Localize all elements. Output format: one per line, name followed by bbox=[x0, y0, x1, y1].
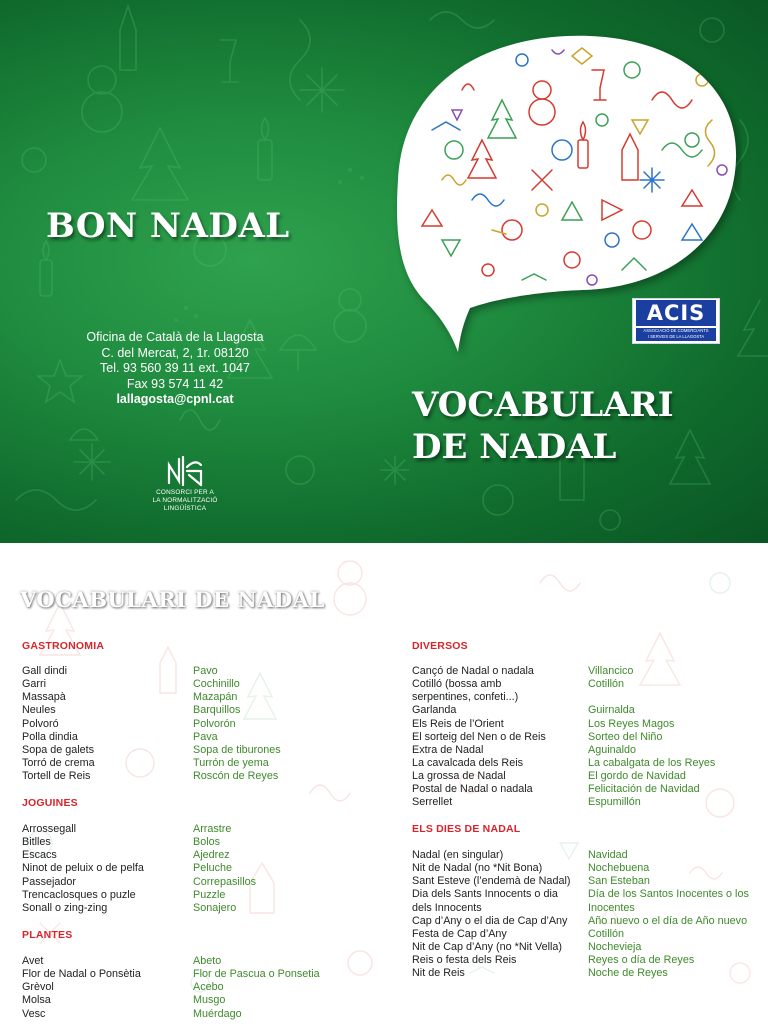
spanish-term: Reyes o día de Reyes bbox=[588, 954, 695, 967]
spanish-term: Sopa de tiburones bbox=[193, 743, 281, 756]
catalan-term: Gall dindi bbox=[22, 665, 68, 677]
cover-title bbox=[412, 384, 674, 468]
spanish-term: Pavo bbox=[193, 665, 218, 677]
spanish-term: Cotillón bbox=[588, 927, 625, 940]
spanish-term: Turrón de yema bbox=[193, 756, 269, 769]
catalan-term: Extra de Nadal bbox=[412, 743, 484, 756]
spanish-term: Polvorón bbox=[193, 717, 236, 730]
spanish-term: Cochinillo bbox=[193, 678, 240, 691]
catalan-term: Polla dindia bbox=[22, 730, 78, 743]
spanish-term: San Esteban bbox=[588, 875, 650, 888]
catalan-term: Tortell de Reis bbox=[22, 770, 91, 783]
catalan-term: Avet bbox=[22, 955, 44, 967]
spanish-term: Bolos bbox=[193, 836, 221, 849]
consortium-mark-icon bbox=[165, 455, 205, 487]
catalan-term: Sopa de galets bbox=[22, 743, 95, 756]
cover-title-line-1: VOCABULARI bbox=[412, 385, 674, 425]
spanish-term: Roscón de Reyes bbox=[193, 770, 279, 783]
spanish-term: Mazapán bbox=[193, 691, 238, 704]
spanish-term: Musgo bbox=[193, 994, 226, 1007]
office-name: Oficina de Català de la Llagosta bbox=[86, 330, 264, 344]
sponsor-logo-subtitle bbox=[636, 328, 716, 341]
catalan-term: Polvoró bbox=[22, 717, 59, 730]
cover-greeting: BON NADAL bbox=[46, 206, 290, 246]
spanish-term: Año nuevo o el día de Año nuevo bbox=[588, 914, 748, 927]
spanish-term: Sorteo del Niño bbox=[588, 730, 663, 743]
office-address: C. del Mercat, 2, 1r. 08120 bbox=[101, 345, 249, 360]
catalan-term: Garri bbox=[22, 678, 46, 691]
catalan-term: Festa de Cap d’Any bbox=[412, 927, 507, 940]
spanish-term: Acebo bbox=[193, 981, 224, 994]
catalan-term: Nit de Nadal (no *Nit Bona) bbox=[412, 862, 543, 875]
catalan-term: Passejador bbox=[22, 875, 77, 888]
sponsor-logo bbox=[632, 298, 720, 344]
catalan-term: dels Innocents bbox=[412, 901, 482, 914]
spanish-term: Barquillos bbox=[193, 704, 241, 717]
spanish-term: Sonajero bbox=[193, 901, 237, 914]
spanish-term: Espumillón bbox=[588, 796, 641, 809]
consortium-logo bbox=[145, 455, 225, 513]
catalan-term: Postal de Nadal o nadala bbox=[412, 783, 533, 796]
catalan-term: El sorteig del Nen o de Reis bbox=[412, 730, 546, 743]
consortium-line-1: CONSORCI PER A bbox=[156, 489, 214, 496]
spanish-term: El gordo de Navidad bbox=[588, 770, 686, 783]
office-fax: Fax 93 574 11 42 bbox=[126, 376, 224, 391]
sponsor-sub-line-2: I SERVEIS DE LA LLAGOSTA bbox=[647, 334, 705, 339]
catalan-term: Ninot de peluix o de pelfa bbox=[22, 862, 144, 875]
spanish-term: Nochebuena bbox=[588, 862, 650, 875]
section-heading-plantes: PLANTES bbox=[22, 929, 73, 941]
catalan-term: Molsa bbox=[22, 994, 51, 1007]
spanish-term: Puzzle bbox=[193, 888, 226, 901]
section-heading-joguines: JOGUINES bbox=[22, 797, 78, 809]
spanish-term: Felicitación de Navidad bbox=[588, 783, 700, 796]
office-phone: Tel. 93 560 39 11 ext. 1047 bbox=[100, 361, 250, 375]
catalan-term: Dia dels Sants Innocents o dia bbox=[412, 888, 558, 901]
spanish-term: Peluche bbox=[193, 862, 233, 875]
spanish-term: Nochevieja bbox=[588, 940, 642, 953]
office-contact-block bbox=[70, 330, 280, 408]
spanish-term: Guirnalda bbox=[588, 704, 635, 717]
consortium-line-2: LA NORMALITZACIÓ bbox=[152, 497, 218, 504]
catalan-term: Reis o festa dels Reis bbox=[412, 954, 517, 967]
catalan-term: Flor de Nadal o Ponsètia bbox=[22, 968, 141, 981]
office-email: lallagosta@cpnl.cat bbox=[116, 392, 234, 406]
catalan-term: Vesc bbox=[22, 1007, 46, 1020]
spanish-term: Muérdago bbox=[193, 1007, 242, 1020]
catalan-term: Arrossegall bbox=[22, 823, 77, 835]
catalan-term: Nadal (en singular) bbox=[412, 849, 504, 861]
spanish-term: Ajedrez bbox=[193, 849, 230, 862]
spanish-term: Abeto bbox=[193, 955, 222, 967]
catalan-term: Bitlles bbox=[22, 836, 51, 849]
catalan-term: Cançó de Nadal o nadala bbox=[412, 665, 534, 677]
spanish-term: Aguinaldo bbox=[588, 743, 637, 756]
spanish-term: La cabalgata de los Reyes bbox=[588, 756, 716, 769]
spanish-term: Noche de Reyes bbox=[588, 967, 668, 980]
catalan-term: Sonall o zing-zing bbox=[22, 901, 108, 914]
catalan-term: La cavalcada dels Reis bbox=[412, 756, 524, 769]
spanish-term: Arrastre bbox=[193, 823, 232, 835]
spanish-term: Día de los Santos Inocentes o los bbox=[588, 888, 749, 901]
catalan-term: Sant Esteve (l’endemà de Nadal) bbox=[412, 875, 571, 888]
catalan-term: Trencaclosques o puzle bbox=[22, 888, 136, 901]
cover-title-line-2: DE NADAL bbox=[412, 427, 617, 467]
spanish-term: Navidad bbox=[588, 849, 628, 861]
catalan-term: Cap d’Any o el dia de Cap d’Any bbox=[412, 914, 568, 927]
catalan-term: serpentines, confeti...) bbox=[412, 691, 519, 704]
section-heading-els-dies-de-nadal: ELS DIES DE NADAL bbox=[412, 823, 521, 835]
catalan-term: La grossa de Nadal bbox=[412, 770, 506, 783]
section-heading-diversos: DIVERSOS bbox=[412, 640, 468, 652]
spanish-term: Cotillón bbox=[588, 678, 625, 691]
catalan-term: Escacs bbox=[22, 849, 57, 862]
vocabulary-page-title: VOCABULARI DE NADAL bbox=[20, 587, 325, 612]
sponsor-sub-line-1: ASSOCIACIÓ DE COMERCIANTS bbox=[643, 328, 709, 333]
catalan-term: Garlanda bbox=[412, 704, 457, 717]
spanish-term: Villancico bbox=[588, 665, 634, 677]
catalan-term: Els Reis de l’Orient bbox=[412, 717, 504, 730]
catalan-term: Torró de crema bbox=[22, 756, 95, 769]
catalan-term: Nit de Cap d’Any (no *Nit Vella) bbox=[412, 940, 563, 953]
vocabulary-page bbox=[0, 543, 768, 1024]
consortium-line-3: LINGÜÍSTICA bbox=[163, 505, 207, 512]
sponsor-logo-name: ACIS bbox=[636, 300, 716, 326]
spanish-term: Los Reyes Magos bbox=[588, 717, 675, 730]
spanish-term: Flor de Pascua o Ponsetia bbox=[193, 968, 320, 981]
catalan-term: Grèvol bbox=[22, 981, 54, 994]
catalan-term: Nit de Reis bbox=[412, 967, 465, 980]
catalan-term: Cotilló (bossa amb bbox=[412, 678, 502, 691]
spanish-term: Inocentes bbox=[588, 901, 635, 914]
catalan-term: Neules bbox=[22, 704, 56, 717]
section-heading-gastronomia: GASTRONOMIA bbox=[22, 640, 105, 652]
spanish-term: Correpasillos bbox=[193, 875, 257, 888]
catalan-term: Serrellet bbox=[412, 796, 453, 809]
spanish-term: Pava bbox=[193, 730, 218, 743]
catalan-term: Massapà bbox=[22, 691, 66, 704]
